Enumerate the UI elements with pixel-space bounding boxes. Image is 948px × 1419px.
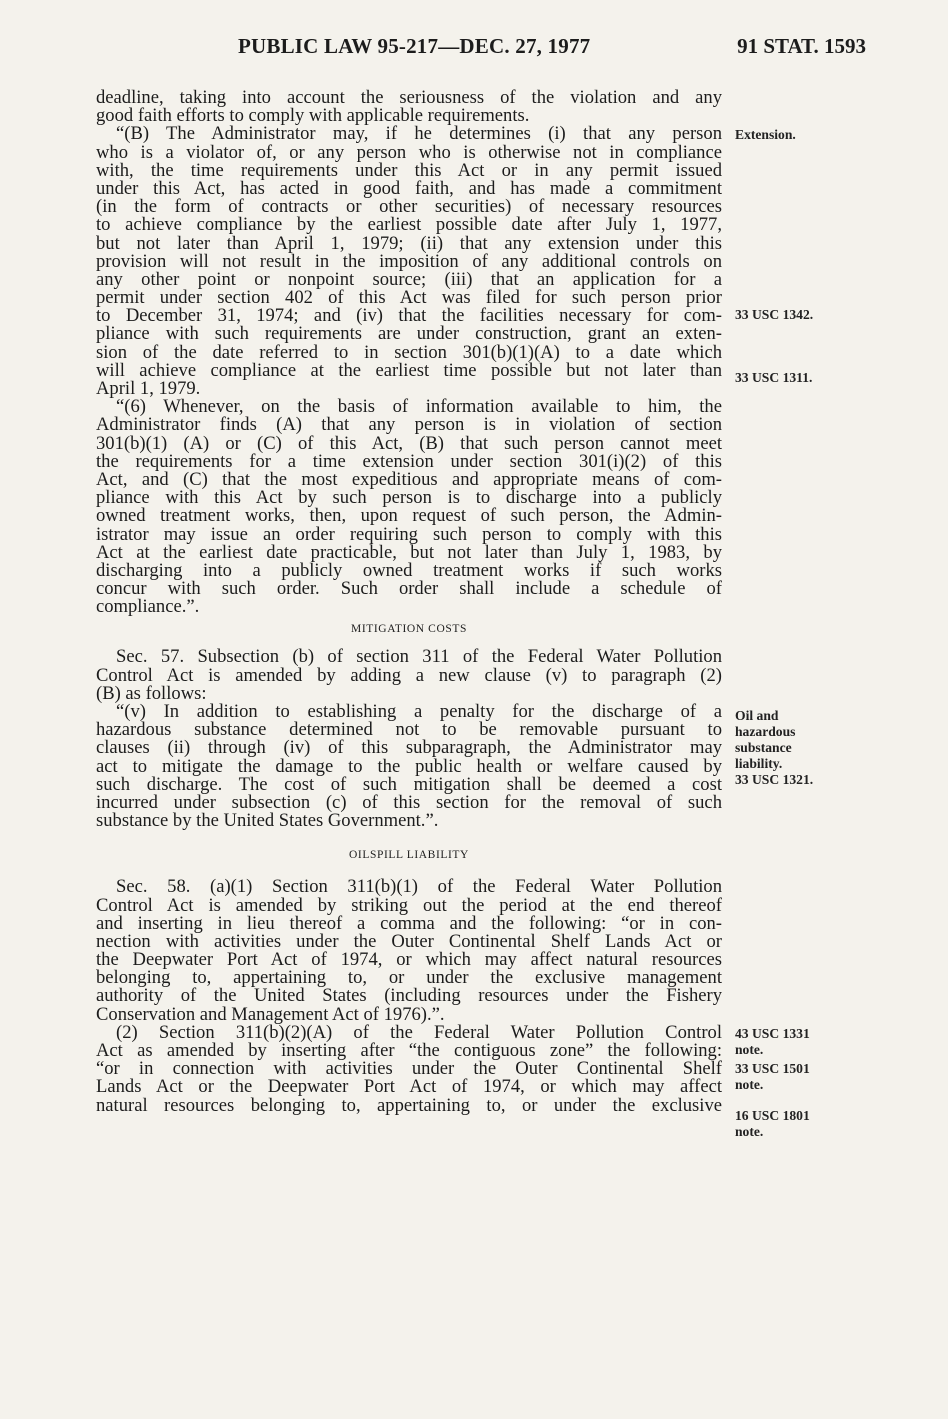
text-line: Control Act is amended by adding a new clause (v) to paragraph (2) — [96, 664, 722, 686]
section-heading-mitigation-costs: MITIGATION COSTS — [351, 623, 467, 636]
text-line: Sec. 58. (a)(1) Section 311(b)(1) of the Federal Water Pollution — [116, 876, 722, 898]
text-line: incurred under subsection (c) of this section for the removal of such — [96, 791, 722, 813]
text-line: act to mitigate the damage to the public health or welfare caused by — [96, 755, 722, 777]
text-line: the requirements for a time extension under section 301(i)(2) of this — [96, 450, 722, 472]
text-line: (in the form of contracts or other securities) of necessary resources — [96, 196, 722, 218]
text-line: “(6) Whenever, on the basis of information available to him, the — [116, 396, 722, 418]
margin-note-oil-hazardous-liability — [735, 708, 845, 788]
text-line: Conservation and Management Act of 1976).”. — [96, 1003, 445, 1025]
margin-note-16-usc-1801 — [735, 1108, 845, 1140]
body-text — [96, 89, 722, 1115]
text-line: sion of the date referred to in section 301(b)(1)(A) to a date which — [96, 341, 722, 363]
text-line: Administrator finds (A) that any person is in violation of section — [96, 414, 722, 436]
margin-note-line: note. — [735, 1077, 764, 1092]
text-line: to December 31, 1974; and (iv) that the facilities necessary for com- — [96, 305, 722, 327]
page-title: PUBLIC LAW 95-217—DEC. 27, 1977 — [238, 34, 591, 58]
text-line: “(B) The Administrator may, if he determines (i) that any person — [116, 123, 722, 145]
margin-note-line: hazardous — [735, 724, 796, 739]
text-line: natural resources belonging to, appertaining to, or under the exclusive — [96, 1094, 722, 1116]
text-line: April 1, 1979. — [96, 378, 201, 399]
margin-note-line: 33 USC 1501 — [735, 1061, 810, 1076]
text-line: (B) as follows: — [96, 682, 207, 704]
running-head — [96, 34, 866, 64]
margin-note-extension: Extension. — [735, 127, 796, 142]
text-line: nection with activities under the Outer Continental Shelf Lands Act or — [96, 930, 722, 952]
margin-note-line: note. — [735, 1124, 764, 1139]
text-line: to achieve compliance by the earliest possible date after July 1, 1977, — [96, 214, 722, 236]
margin-note-line: 43 USC 1331 — [735, 1026, 810, 1041]
text-line: but not later than April 1, 1979; (ii) that any extension under this — [96, 232, 722, 254]
margin-note-33-usc-1501 — [735, 1061, 845, 1093]
text-line: concur with such order. Such order shall include a schedule of — [96, 578, 722, 600]
margin-note-line: Oil and — [735, 708, 779, 723]
margin-note-line: substance — [735, 740, 792, 755]
text-line: “(v) In addition to establishing a penalty for the discharge of a — [116, 701, 722, 722]
text-line: Act, and (C) that the most expeditious and appropriate means of com- — [96, 468, 722, 490]
text-line: istrator may issue an order requiring such person to comply with this — [96, 523, 722, 545]
text-line: pliance with this Act by such person is to discharge into a publicly — [96, 487, 722, 509]
text-line: substance by the United States Government.”. — [96, 810, 439, 832]
text-line: “or in connection with activities under the Outer Continental Shelf — [96, 1058, 722, 1080]
text-line: with, the time requirements under this Act or in any permit issued — [96, 159, 722, 181]
text-line: any other point or nonpoint source; (iii) that an application for a — [96, 268, 722, 290]
margin-note-line: note. — [735, 1042, 764, 1057]
text-line: discharging into a publicly owned treatment works if such works — [96, 559, 722, 581]
text-line: provision will not result in the imposition of any additional controls on — [96, 250, 722, 272]
stat-page-number: 91 STAT. 1593 — [737, 34, 866, 58]
text-line: clauses (ii) through (iv) of this subparagraph, the Administrator may — [96, 737, 722, 759]
text-line: the Deepwater Port Act of 1974, or which may affect natural resources — [96, 949, 722, 971]
text-line: permit under section 402 of this Act was filed for such person prior — [96, 287, 722, 309]
text-line: who is a violator of, or any person who is otherwise not in compliance — [96, 141, 722, 163]
text-line: will achieve compliance at the earliest time possible but not later than — [96, 359, 722, 381]
text-line: such discharge. The cost of such mitigation shall be deemed a cost — [96, 773, 722, 795]
text-line: owned treatment works, then, upon request of such person, the Admin- — [96, 505, 722, 527]
text-line: authority of the United States (including resources under the Fishery — [96, 985, 722, 1007]
margin-note-33-usc-1321: 33 USC 1321. — [735, 772, 814, 787]
margin-note-line: liability. — [735, 756, 783, 771]
text-line: pliance with such requirements are under construction, grant an exten- — [96, 323, 722, 345]
text-line: deadline, taking into account the seriousness of the violation and any — [96, 87, 722, 108]
text-line: belonging to, appertaining to, or under the exclusive management — [96, 967, 722, 989]
text-line: compliance.”. — [96, 596, 200, 618]
text-line: Lands Act or the Deepwater Port Act of 1974, or which may affect — [96, 1076, 722, 1098]
text-line: Act as amended by inserting after “the contiguous zone” the following: — [96, 1040, 722, 1061]
text-line: 301(b)(1) (A) or (C) of this Act, (B) that such person cannot meet — [96, 432, 722, 454]
text-line: and inserting in lieu thereof a comma and the following: “or in con- — [96, 912, 722, 934]
text-line: good faith efforts to comply with applicable requirements. — [96, 105, 530, 127]
text-line: (2) Section 311(b)(2)(A) of the Federal Water Pollution Control — [116, 1021, 722, 1043]
text-line: hazardous substance determined not to be removable pursuant to — [96, 719, 722, 741]
margin-note-43-usc-1331 — [735, 1026, 845, 1058]
text-line: Sec. 57. Subsection (b) of section 311 of the Federal Water Pollution — [116, 646, 722, 668]
text-line: under this Act, has acted in good faith, and has made a commitment — [96, 177, 722, 199]
margin-note-33-usc-1342: 33 USC 1342. — [735, 307, 814, 322]
margin-note-line: 16 USC 1801 — [735, 1108, 810, 1123]
text-line: Control Act is amended by striking out the period at the end thereof — [96, 894, 722, 916]
margin-note-33-usc-1311: 33 USC 1311. — [735, 370, 813, 385]
section-heading-oilspill-liability: OILSPILL LIABILITY — [349, 849, 469, 862]
text-line: Act at the earliest date practicable, but not later than July 1, 1983, by — [96, 541, 722, 563]
